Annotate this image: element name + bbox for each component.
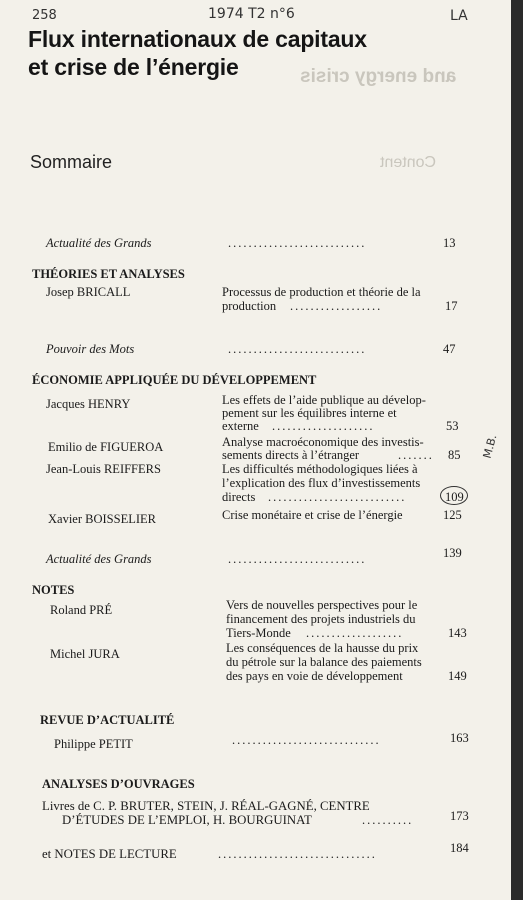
handwritten-reference: 1974 T2 n°6 [208,6,295,22]
handwritten-number: 258 [32,8,57,23]
toc-page: 109 [445,490,464,504]
show-through-contents: Content [380,154,437,171]
toc-article-line: Les conséquences de la hausse du prix [226,641,419,655]
toc-article-line: des pays en voie de développement [226,669,403,683]
toc-article-line: l’explication des flux d’investissements [222,476,421,490]
toc-leader: ........................... [268,490,407,504]
toc-actualite-label: Actualité des Grands [46,236,152,250]
show-through-title: and energy crisis [300,66,457,87]
handwritten-margin-note: M.B. [480,433,500,460]
toc-author: Michel JURA [50,647,120,661]
toc-article-line: du pétrole sur la balance des paiements [226,655,422,669]
section-heading-economie: ÉCONOMIE APPLIQUÉE DU DÉVELOPPEMENT [32,373,317,387]
toc-notes-de-lecture: et NOTES DE LECTURE [42,847,177,861]
toc-article-line: Processus de production et théorie de la [222,285,421,299]
toc-leader: .................... [272,419,375,433]
toc-author: Xavier BOISSELIER [48,512,156,526]
section-heading-analyses: ANALYSES D’OUVRAGES [42,777,195,791]
toc-leader: ............................... [218,847,377,861]
toc-author: Roland PRÉ [50,603,113,617]
toc-author: Emilio de FIGUEROA [48,440,164,454]
toc-page: 143 [448,626,467,640]
toc-page: 139 [443,546,462,560]
toc-page: 13 [443,236,456,250]
toc-article-line: Analyse macroéconomique des investis- [222,435,424,449]
toc-leader: ........................... [228,236,367,250]
toc-article-line: directs [222,490,256,504]
toc-author: Philippe PETIT [54,737,133,751]
toc-page: 163 [450,731,469,745]
title-line-2: et crise de l’énergie [28,54,239,80]
toc-leader: .......... [362,813,414,827]
toc-pouvoir-label: Pouvoir des Mots [46,342,135,356]
toc-page: 173 [450,809,469,823]
toc-books-line-1: Livres de C. P. BRUTER, STEIN, J. RÉAL-GAGNÉ, CENTRE [42,799,370,813]
toc-article-line: Les difficultés méthodologiques liées à [222,462,418,476]
page-edge-shadow [511,0,523,900]
toc-author: Josep BRICALL [46,285,131,299]
toc-article-line: pement sur les équilibres interne et [222,406,397,420]
toc-page: 47 [443,342,456,356]
toc-leader: ........................... [228,552,367,566]
toc-author: Jean-Louis REIFFERS [46,462,161,476]
toc-leader: .................. [290,299,383,313]
toc-article-line: financement des projets industriels du [226,612,416,626]
toc-leader: ............................. [232,733,381,747]
handwritten-initials: LA [450,8,468,24]
title-line-1: Flux internationaux de capitaux [28,26,367,52]
toc-books-line-2: D’ÉTUDES DE L’EMPLOI, H. BOURGUINAT [62,813,312,827]
section-heading-notes: NOTES [32,583,75,597]
toc-article-line: externe [222,419,259,433]
toc-article-line: Les effets de l’aide publique au dévelop- [222,393,426,407]
toc-leader: ........................... [228,342,367,356]
toc-page: 149 [448,669,467,683]
toc-page: 53 [446,419,459,433]
toc-article-line: production [222,299,277,313]
toc-article-line: Tiers-Monde [226,626,291,640]
toc-article-line: Vers de nouvelles perspectives pour le [226,598,418,612]
toc-page: 85 [448,448,461,462]
toc-page: 17 [445,299,458,313]
toc-leader: ....... [398,448,434,462]
toc-page: 184 [450,841,469,855]
toc-leader: ................... [306,626,404,640]
toc-article-line: sements directs à l’étranger [222,448,360,462]
section-heading-theories: THÉORIES ET ANALYSES [32,267,185,281]
toc-page: 125 [443,508,462,522]
sommaire-heading: Sommaire [30,152,113,172]
toc-article-line: Crise monétaire et crise de l’énergie [222,508,403,522]
toc-author: Jacques HENRY [46,397,131,411]
toc-actualite-label: Actualité des Grands [46,552,152,566]
section-heading-revue: REVUE D’ACTUALITÉ [40,713,175,727]
page-title [28,25,498,81]
